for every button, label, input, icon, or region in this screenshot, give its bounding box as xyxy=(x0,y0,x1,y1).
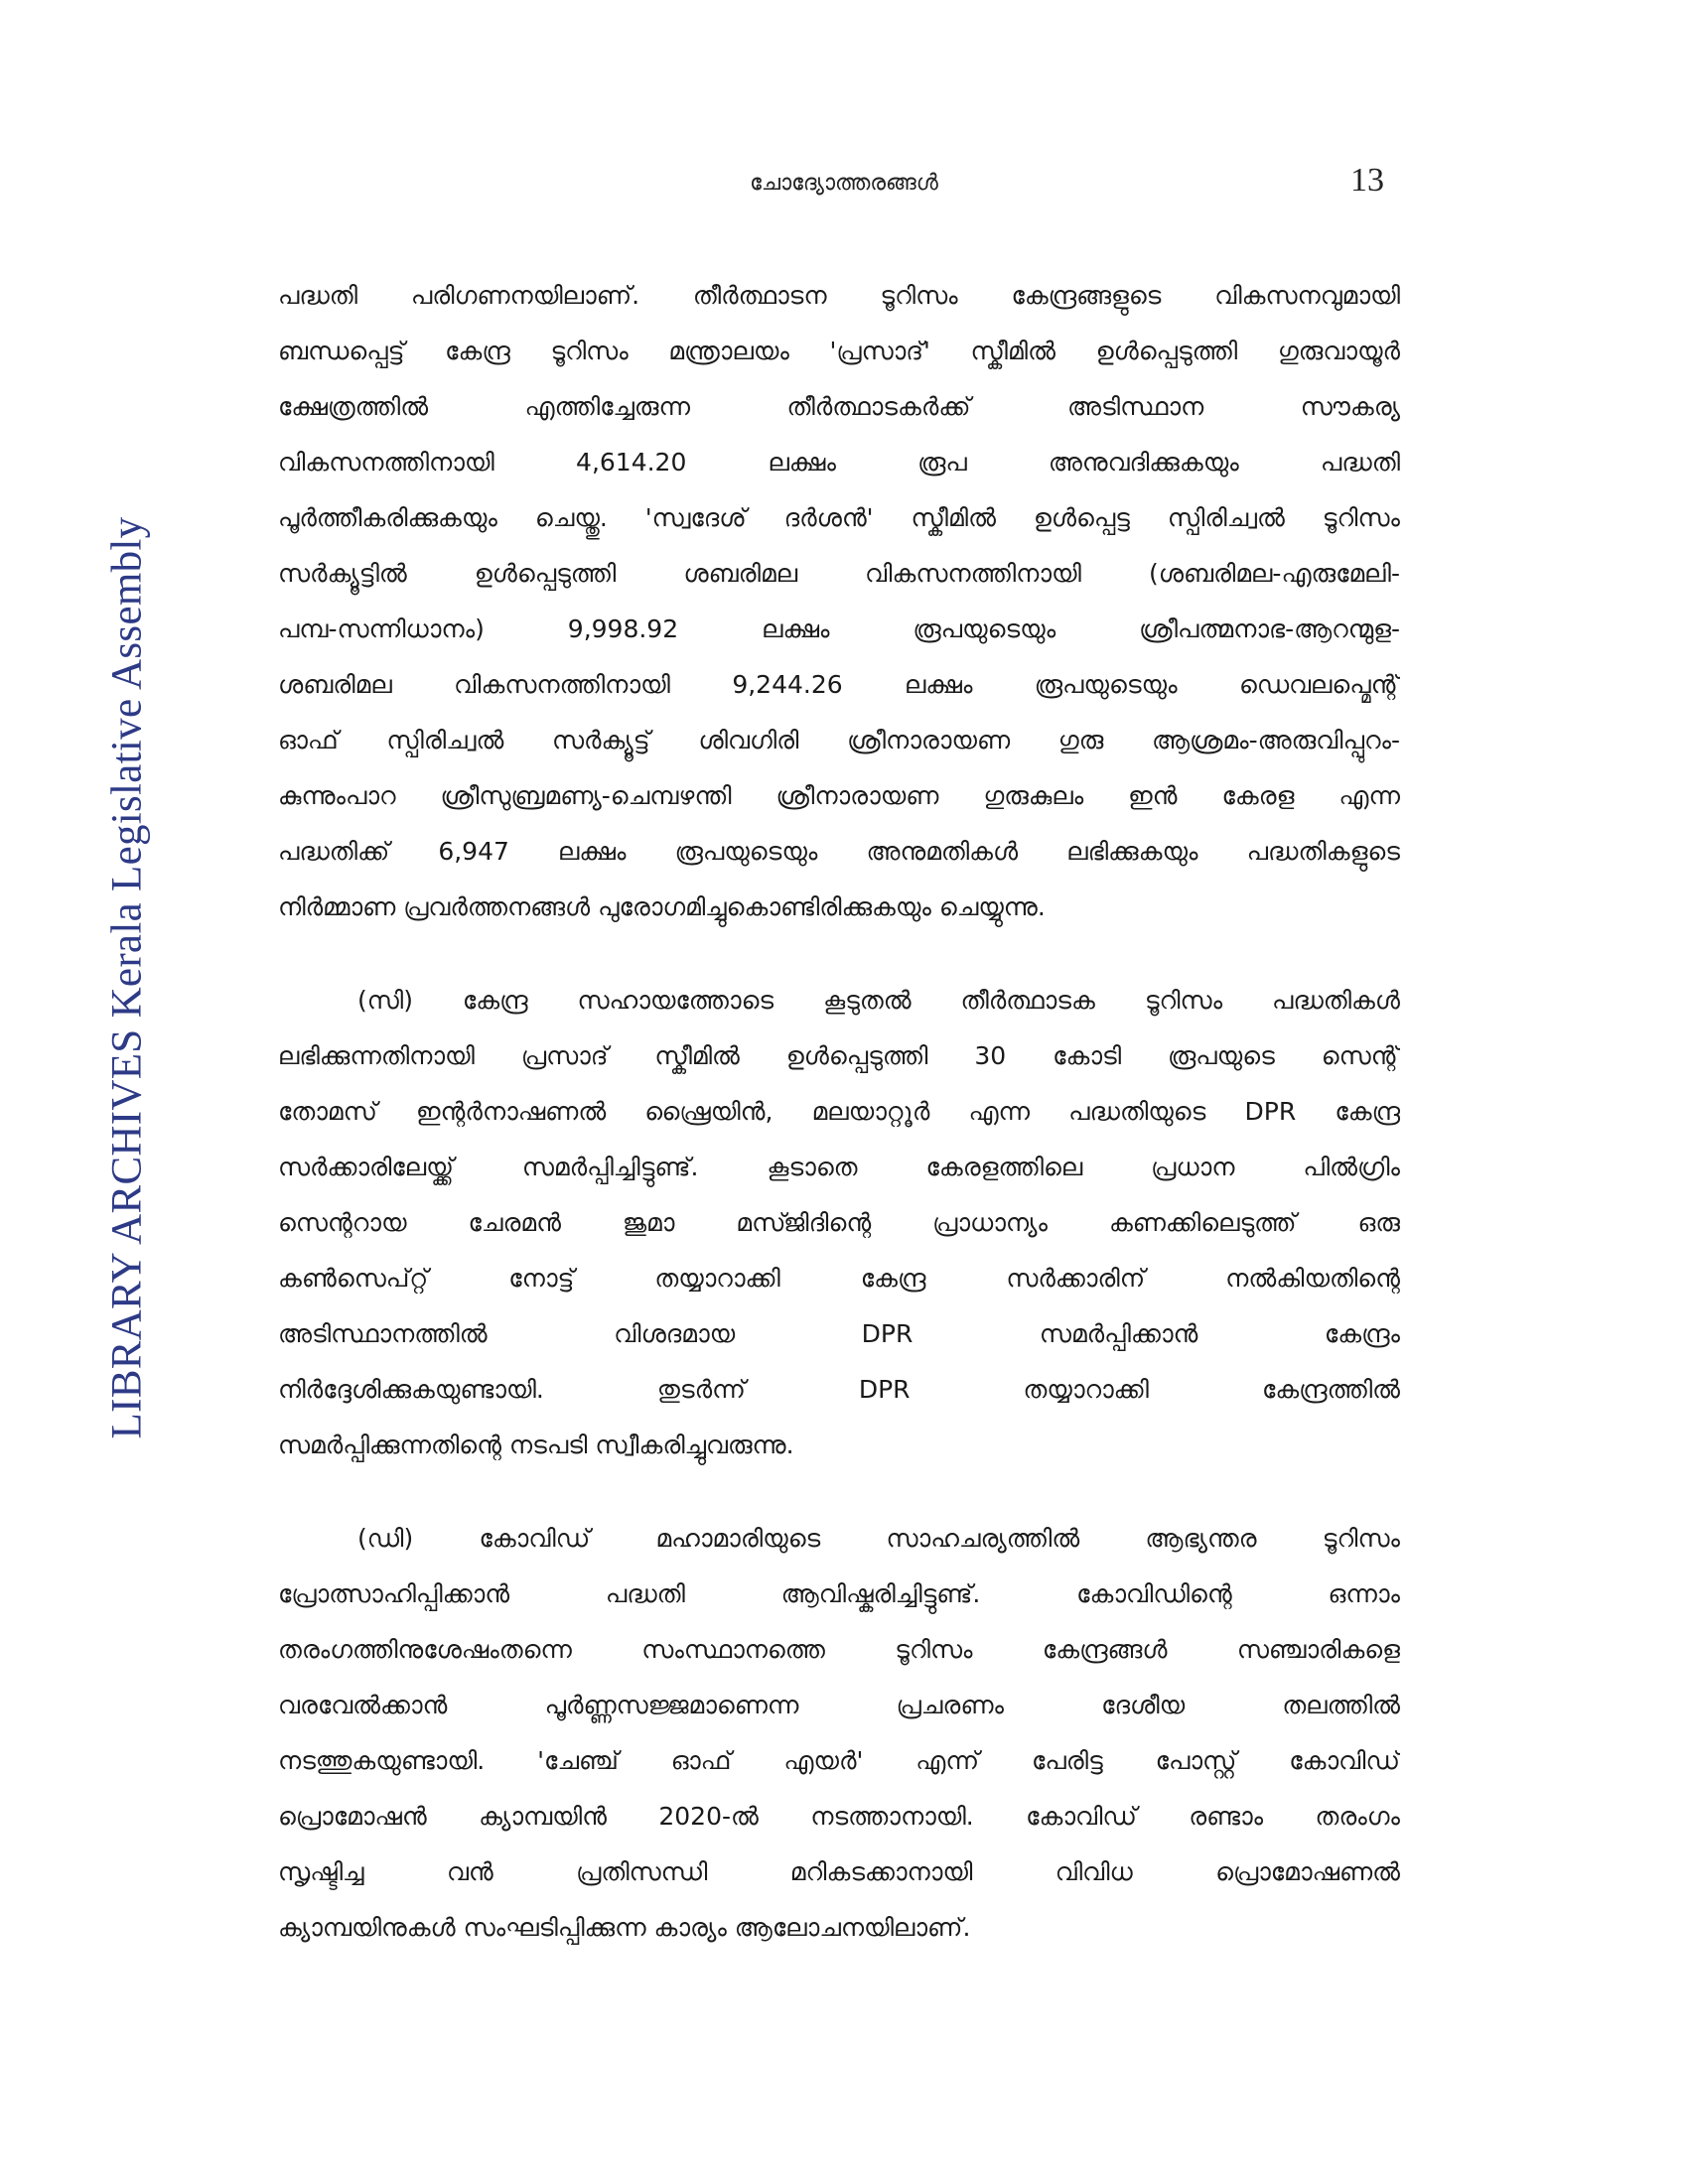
text-line: സെന്ററായ ചേരമൻ ജുമാ മസ്ജിദിന്റെ പ്രാധാന്യം കണക്കിലെടുത്ത് ഒരു xyxy=(278,1208,1400,1237)
text-line: വരവേൽക്കാൻ പൂർണ്ണസജ്ജമാണെന്ന പ്രചരണം ദേശീയ തലത്തിൽ xyxy=(278,1691,1400,1719)
paragraph xyxy=(278,1511,1400,1956)
text-line: അടിസ്ഥാനത്തിൽ വിശദമായ DPR സമർപ്പിക്കാൻ കേന്ദ്രം xyxy=(278,1319,1400,1348)
body-text xyxy=(278,268,1400,1956)
text-line: ക്ഷേത്രത്തിൽ എത്തിച്ചേരുന്ന തീർത്ഥാടകർക്ക് അടിസ്ഥാന സൗകര്യ xyxy=(278,392,1400,421)
text-line: പദ്ധതിക്ക് 6,947 ലക്ഷം രൂപയുടെയും അനുമതികൾ ലഭിക്കുകയും പദ്ധതികളുടെ xyxy=(278,837,1400,866)
running-title: ചോദ്യോത്തരങ്ങൾ xyxy=(750,171,938,196)
text-line: പദ്ധതി പരിഗണനയിലാണ്. തീർത്ഥാടന ടൂറിസം കേന്ദ്രങ്ങളുടെ വികസനവുമായി xyxy=(278,281,1400,310)
archive-watermark: LIBRARY ARCHIVES Kerala Legislative Assembly xyxy=(103,516,151,1439)
text-line: നടത്തുകയുണ്ടായി. 'ചേഞ്ച് ഓഫ് എയർ' എന്ന് പേരിട്ട പോസ്റ്റ് കോവിഡ് xyxy=(278,1746,1400,1775)
text-line: പമ്പ-സന്നിധാനം) 9,998.92 ലക്ഷം രൂപയുടെയും ശ്രീപത്മനാഭ-ആറന്മുള- xyxy=(278,614,1400,643)
text-line: ഓഫ് സ്പിരിച്വൽ സർക്യൂട്ട് ശിവഗിരി ശ്രീനാരായണ ഗുരു ആശ്രമം-അരുവിപ്പുറം- xyxy=(278,726,1400,754)
text-line: സർക്യൂട്ടിൽ ഉൾപ്പെടുത്തി ശബരിമല വികസനത്തിനായി (ശബരിമല-എരുമേലി- xyxy=(278,559,1400,588)
text-line: തോമസ് ഇന്റർനാഷണൽ ഷ്രൈയിൻ, മലയാറ്റൂർ എന്ന പദ്ധതിയുടെ DPR കേന്ദ്ര xyxy=(278,1097,1400,1126)
text-line: ക്യാമ്പയിനുകൾ സംഘടിപ്പിക്കുന്ന കാര്യം ആലോചനയിലാണ്. xyxy=(278,1913,971,1942)
text-line: (സി) കേന്ദ്ര സഹായത്തോടെ കൂടുതൽ തീർത്ഥാടക ടൂറിസം പദ്ധതികൾ xyxy=(357,986,1400,1015)
text-line: പ്രൊമോഷൻ ക്യാമ്പയിൻ 2020-ൽ നടത്താനായി. കോവിഡ് രണ്ടാം തരംഗം xyxy=(278,1802,1400,1831)
text-line: സമർപ്പിക്കുന്നതിന്റെ നടപടി സ്വീകരിച്ചുവരുന്നു. xyxy=(278,1431,794,1459)
text-line: പ്രോത്സാഹിപ്പിക്കാൻ പദ്ധതി ആവിഷ്കരിച്ചിട്ടുണ്ട്. കോവിഡിന്റെ ഒന്നാം xyxy=(278,1579,1400,1608)
text-line: (ഡി) കോവിഡ് മഹാമാരിയുടെ സാഹചര്യത്തിൽ ആഭ്യന്തര ടൂറിസം xyxy=(357,1524,1400,1553)
text-line: സർക്കാരിലേയ്ക്ക് സമർപ്പിച്ചിട്ടുണ്ട്. കൂടാതെ കേരളത്തിലെ പ്രധാന പിൽഗ്രിം xyxy=(278,1153,1400,1181)
text-line: നിർമ്മാണ പ്രവർത്തനങ്ങൾ പുരോഗമിച്ചുകൊണ്ടിരിക്കുകയും ചെയ്യുന്നു. xyxy=(278,892,1046,921)
paragraph xyxy=(278,973,1400,1473)
text-line: തരംഗത്തിനുശേഷംതന്നെ സംസ്ഥാനത്തെ ടൂറിസം കേന്ദ്രങ്ങൾ സഞ്ചാരികളെ xyxy=(278,1635,1400,1664)
text-line: കുന്നുംപാറ ശ്രീസുബ്രമണ്യ-ചെമ്പഴന്തി ശ്രീനാരായണ ഗുരുകുലം ഇൻ കേരള എന്ന xyxy=(278,781,1400,810)
text-line: സൃഷ്ടിച്ച വൻ പ്രതിസന്ധി മറികടക്കാനായി വിവിധ പ്രൊമോഷണൽ xyxy=(278,1857,1400,1886)
paragraph xyxy=(278,268,1400,935)
text-line: വികസനത്തിനായി 4,614.20 ലക്ഷം രൂപ അനുവദിക്കുകയും പദ്ധതി xyxy=(278,448,1400,477)
text-line: പൂർത്തീകരിക്കുകയും ചെയ്തു. 'സ്വദേശ് ദർശൻ' സ്കീമിൽ ഉൾപ്പെട്ട സ്പിരിച്വൽ ടൂറിസം xyxy=(278,503,1400,532)
text-line: ബന്ധപ്പെട്ട് കേന്ദ്ര ടൂറിസം മന്ത്രാലയം 'പ്രസാദ്' സ്കീമിൽ ഉൾപ്പെടുത്തി ഗുരുവായൂർ xyxy=(278,337,1400,365)
text-line: കൺസെപ്റ്റ് നോട്ട് തയ്യാറാക്കി കേന്ദ്ര സർക്കാരിന് നൽകിയതിന്റെ xyxy=(278,1264,1400,1293)
text-line: നിർദ്ദേശിക്കുകയുണ്ടായി. തുടർന്ന് DPR തയ്യാറാക്കി കേന്ദ്രത്തിൽ xyxy=(278,1375,1400,1404)
text-line: ലഭിക്കുന്നതിനായി പ്രസാദ് സ്കീമിൽ ഉൾപ്പെടുത്തി 30 കോടി രൂപയുടെ സെന്റ് xyxy=(278,1041,1400,1070)
page-number: 13 xyxy=(1350,162,1384,199)
text-line: ശബരിമല വികസനത്തിനായി 9,244.26 ലക്ഷം രൂപയുടെയും ഡെവലപ്മെന്റ് xyxy=(278,670,1400,699)
